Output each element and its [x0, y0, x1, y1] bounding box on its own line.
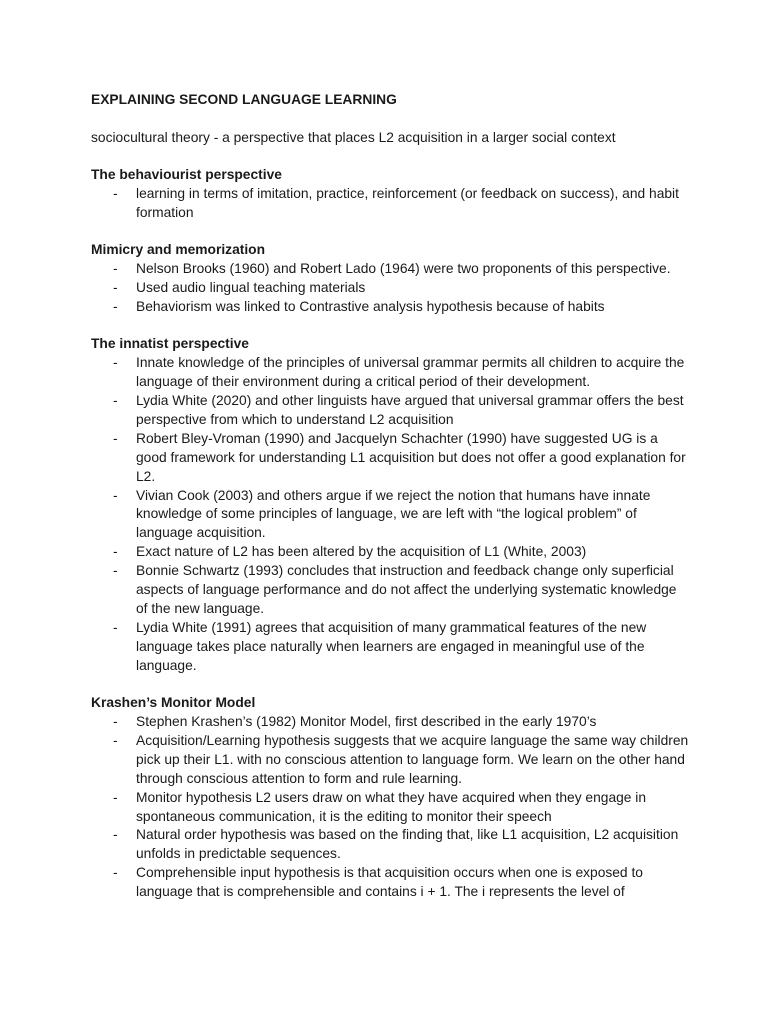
list-item-text: Natural order hypothesis was based on the finding that, like L1 acquisition, L2 acquisition unfolds in predictable sequences. [136, 827, 679, 862]
section-heading: Mimicry and memorization [91, 242, 266, 258]
list-item [91, 354, 691, 392]
list-item [91, 185, 691, 223]
dash-bullet-icon: - [113, 355, 118, 371]
list-item-text: Innate knowledge of the principles of universal grammar permits all children to acquire the language of their environment during a critical period of their development. [136, 355, 685, 390]
section-heading: The behaviourist perspective [91, 166, 282, 182]
section [91, 694, 691, 902]
dash-bullet-icon: - [113, 279, 118, 295]
list-item-text: Exact nature of L2 has been altered by the acquisition of L1 (White, 2003) [136, 544, 587, 560]
dash-bullet-icon: - [113, 827, 118, 843]
list-item [91, 826, 691, 864]
dash-bullet-icon: - [113, 261, 118, 277]
list-item-text: Robert Bley-Vroman (1990) and Jacquelyn Schachter (1990) have suggested UG is a good framework for understanding L1 acquisition but does not offer a good explanation for L2. [136, 430, 686, 484]
list-item [91, 562, 691, 619]
list-item-text: Nelson Brooks (1960) and Robert Lado (1964) were two proponents of this perspective. [136, 261, 671, 277]
bullet-list [91, 260, 691, 317]
list-item-text: Acquisition/Learning hypothesis suggests that we acquire language the same way children pick up their L1. with no conscious attention to language form. We learn on the other hand through conscious attention to form and rule learning. [136, 732, 689, 786]
list-item-text: Lydia White (1991) agrees that acquisition of many grammatical features of the new language takes place naturally when learners are engaged in meaningful use of the language. [136, 619, 647, 673]
list-item-text: learning in terms of imitation, practice, reinforcement (or feedback on success), and habit formation [136, 185, 679, 220]
list-item-text: Bonnie Schwartz (1993) concludes that instruction and feedback change only superficial aspects of language performance and do not affect the underlying systematic knowledge of the new language. [136, 563, 677, 616]
section-heading: Krashen’s Monitor Model [91, 695, 256, 711]
section [91, 335, 691, 675]
list-item [91, 279, 691, 298]
sections-container [91, 166, 691, 902]
list-item [91, 713, 691, 732]
bullet-list [91, 185, 691, 223]
list-item [91, 789, 691, 827]
list-item [91, 392, 691, 430]
dash-bullet-icon: - [113, 865, 118, 881]
document-page [91, 91, 691, 902]
dash-bullet-icon: - [113, 544, 118, 560]
dash-bullet-icon: - [113, 563, 118, 579]
dash-bullet-icon: - [113, 713, 118, 729]
list-item [91, 298, 691, 317]
list-item [91, 260, 691, 279]
list-item-text: Used audio lingual teaching materials [136, 279, 366, 295]
list-item [91, 732, 691, 789]
section [91, 166, 691, 223]
list-item-text: Vivian Cook (2003) and others argue if we reject the notion that humans have innate knowledge of some principles of language, we are left with “the logical problem” of language acquisition. [136, 487, 651, 541]
dash-bullet-icon: - [113, 430, 118, 446]
document-title: EXPLAINING SECOND LANGUAGE LEARNING [91, 92, 397, 107]
list-item [91, 430, 691, 487]
section [91, 241, 691, 317]
dash-bullet-icon: - [113, 185, 118, 201]
bullet-list [91, 354, 691, 675]
list-item-text: Lydia White (2020) and other linguists have argued that universal grammar offers the best perspective from which to understand L2 acquisition [136, 392, 684, 427]
list-item-text: Monitor hypothesis L2 users draw on what they have acquired when they engage in spontaneous communication, it is the editing to monitor their speech [136, 789, 647, 824]
dash-bullet-icon: - [113, 732, 118, 748]
list-item-text: Behaviorism was linked to Contrastive analysis hypothesis because of habits [136, 298, 605, 314]
dash-bullet-icon: - [113, 619, 118, 635]
list-item [91, 864, 691, 902]
dash-bullet-icon: - [113, 392, 118, 408]
list-item [91, 543, 691, 562]
bullet-list [91, 713, 691, 902]
dash-bullet-icon: - [113, 298, 118, 314]
list-item-text: Stephen Krashen’s (1982) Monitor Model, first described in the early 1970’s [136, 713, 597, 729]
section-heading: The innatist perspective [91, 336, 249, 352]
list-item-text: Comprehensible input hypothesis is that acquisition occurs when one is exposed to language that is comprehensible and contains i + 1. The i represents the level of [136, 865, 643, 900]
list-item [91, 619, 691, 676]
intro-paragraph: sociocultural theory - a perspective that places L2 acquisition in a larger social context [91, 129, 616, 145]
dash-bullet-icon: - [113, 789, 118, 805]
list-item [91, 487, 691, 544]
dash-bullet-icon: - [113, 487, 118, 503]
